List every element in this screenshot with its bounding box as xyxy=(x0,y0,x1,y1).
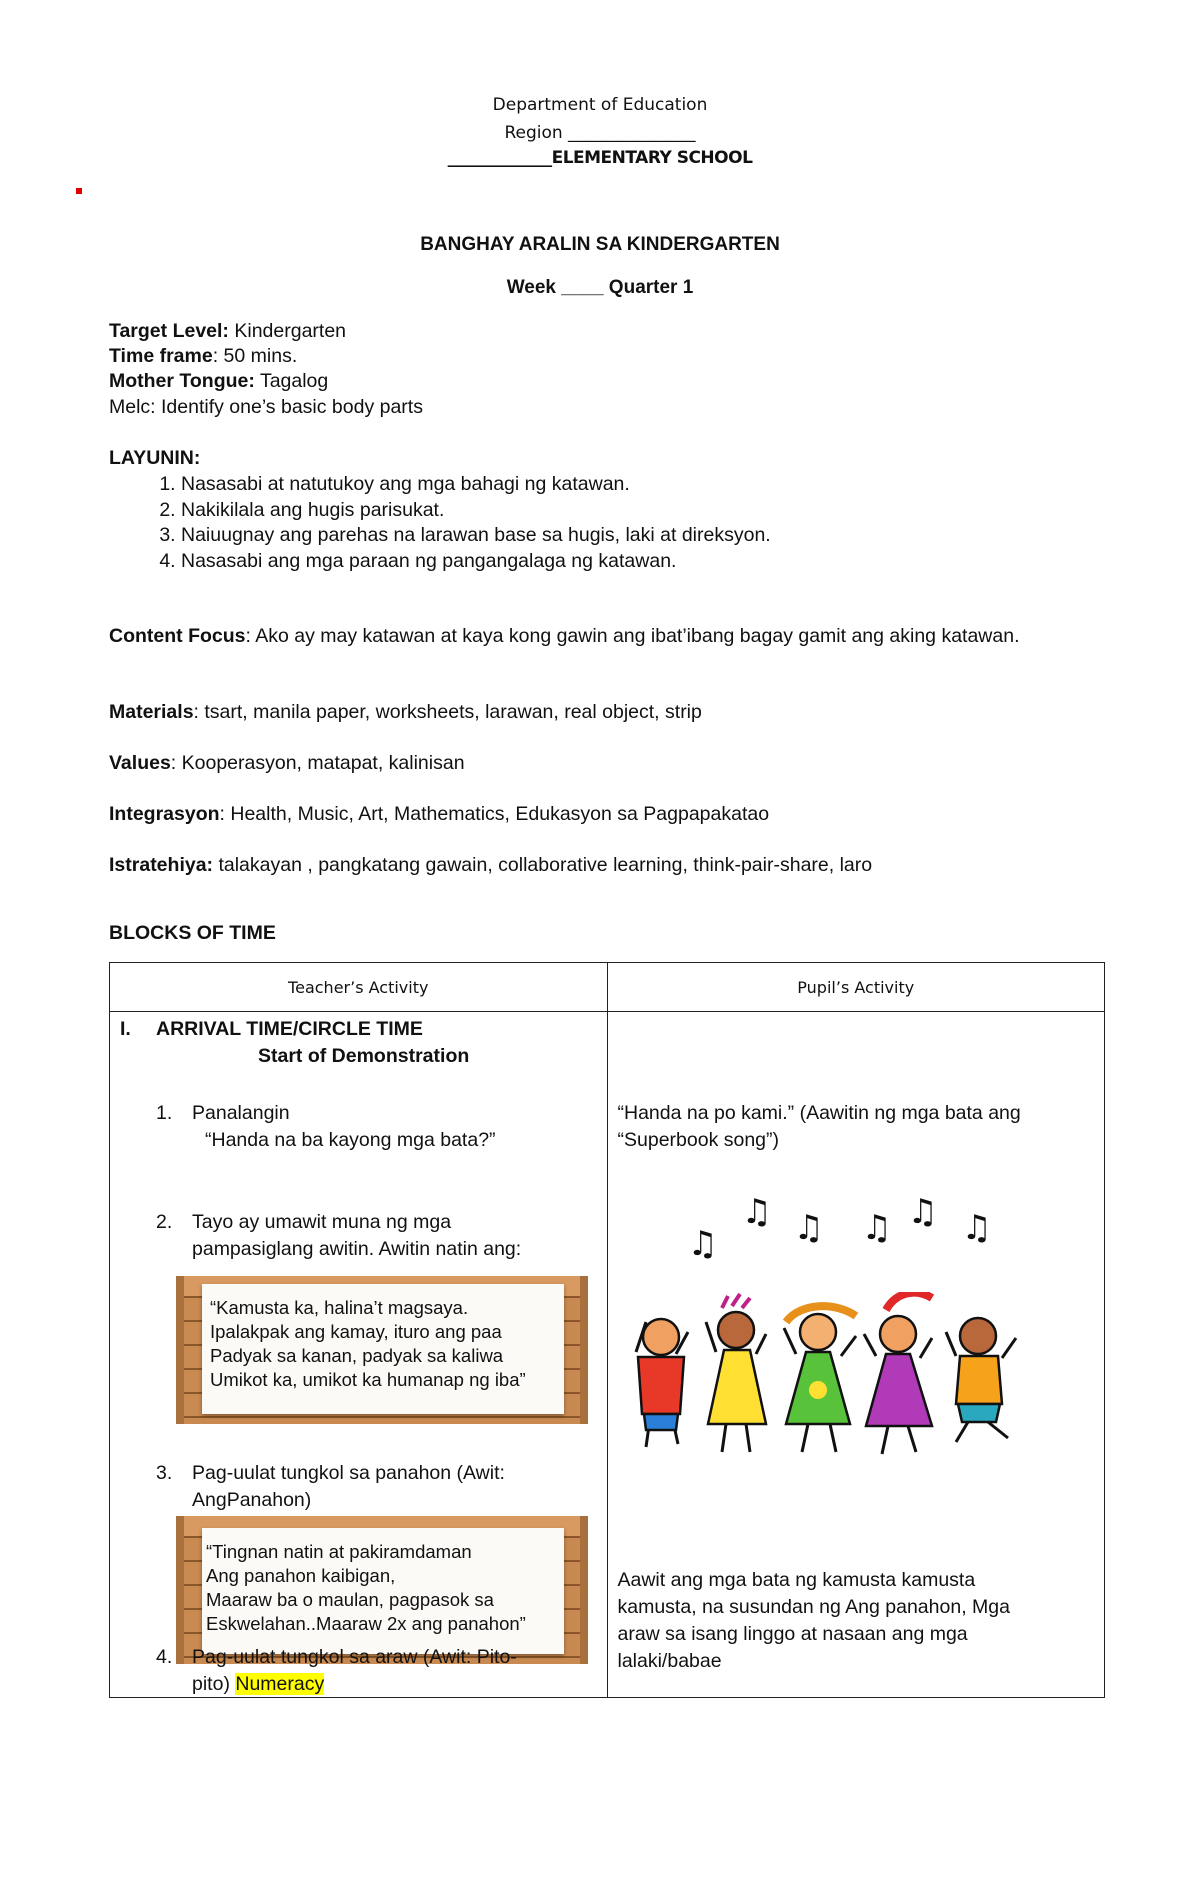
music-note-icon: ♫ xyxy=(961,1208,992,1248)
song-line: “Kamusta ka, halina’t magsaya. xyxy=(210,1297,469,1318)
pupil-response-line2: “Superbook song”) xyxy=(617,1129,780,1151)
section-subtitle: Start of Demonstration xyxy=(258,1045,470,1067)
weather-report-line1: Pag-uulat tungkol sa panahon (Awit: xyxy=(192,1462,505,1484)
values: Values: Kooperasyon, matapat, kalinisan xyxy=(109,752,465,774)
item-number: 2. xyxy=(156,1211,173,1233)
item-number: 1. xyxy=(156,1102,173,1124)
pupil-column-header: Pupil’s Activity xyxy=(607,963,1105,1012)
department-heading: Department of Education xyxy=(492,95,708,115)
music-note-icon: ♫ xyxy=(687,1224,718,1264)
week-quarter: Week ____ Quarter 1 xyxy=(506,277,694,298)
integrasyon: Integrasyon: Health, Music, Art, Mathematics, Edukasyon sa Pagpapakatao xyxy=(109,803,770,825)
music-note-icon: ♫ xyxy=(741,1192,772,1232)
music-note-icon: ♫ xyxy=(861,1208,892,1248)
melc: Melc: Identify one’s basic body parts xyxy=(109,396,423,418)
music-note-icon: ♫ xyxy=(907,1192,938,1232)
region-heading: Region _______________ xyxy=(504,123,696,143)
pupil-activity-line: lalaki/babae xyxy=(617,1650,722,1672)
weather-report-line2: AngPanahon) xyxy=(192,1489,312,1511)
objectives-list xyxy=(145,472,771,574)
song-line: “Tingnan natin at pakiramdaman xyxy=(206,1541,472,1562)
pupil-activity-line: araw sa isang linggo at nasaan ang mga xyxy=(617,1623,968,1645)
school-heading: _____________ELEMENTARY SCHOOL xyxy=(447,148,753,168)
pupil-activity-line: Aawit ang mga bata ng kamusta kamusta xyxy=(617,1569,976,1591)
song-line: Eskwelahan..Maaraw 2x ang panahon” xyxy=(206,1613,526,1634)
blocks-of-time-table xyxy=(109,962,1105,1698)
section-number: I. xyxy=(120,1018,131,1040)
prayer-quote: “Handa na ba kayong mga bata?” xyxy=(205,1129,496,1151)
song-line: Umikot ka, umikot ka humanap ng iba” xyxy=(210,1369,526,1390)
materials: Materials: tsart, manila paper, worksheets, larawan, real object, strip xyxy=(109,701,702,723)
pupil-response-line1: “Handa na po kami.” (Aawitin ng mga bata ang xyxy=(617,1102,1021,1124)
day-report-line1: Pag-uulat tungkol sa araw (Awit: Pito- xyxy=(192,1646,517,1668)
song-board-kamusta xyxy=(176,1276,588,1424)
pupil-activity-cell xyxy=(607,1012,1105,1698)
song-line: Padyak sa kanan, padyak sa kaliwa xyxy=(210,1345,504,1366)
song-board-panahon xyxy=(176,1516,588,1664)
content-focus: Content Focus: Ako ay may katawan at kaya kong gawin ang ibat’ibang bagay gamit ang aking katawan. xyxy=(109,625,1020,647)
objective-item: 4. Nasasabi ang mga paraan ng pangangalaga ng katawan. xyxy=(181,549,771,575)
teacher-activity-cell xyxy=(110,1012,608,1698)
music-note-icon: ♫ xyxy=(793,1208,824,1248)
song-line: Maaraw ba o maulan, pagpasok sa xyxy=(206,1589,494,1610)
song-intro-line2: pampasiglang awitin. Awitin natin ang: xyxy=(192,1238,522,1260)
prayer-title: Panalangin xyxy=(192,1102,290,1124)
page-title: BANGHAY ARALIN SA KINDERGARTEN xyxy=(420,234,780,255)
teacher-column-header: Teacher’s Activity xyxy=(110,963,608,1012)
song-line: Ipalakpak ang kamay, ituro ang paa xyxy=(210,1321,502,1342)
item-number: 3. xyxy=(156,1462,173,1484)
dancing-kids-illustration xyxy=(616,1292,1096,1462)
red-bullet-mark xyxy=(76,188,82,194)
objective-item: 1. Nasasabi at natutukoy ang mga bahagi ng katawan. xyxy=(181,472,771,498)
section-title: ARRIVAL TIME/CIRCLE TIME xyxy=(156,1018,423,1040)
istratehiya: Istratehiya: talakayan , pangkatang gawain, collaborative learning, think-pair-share, laro xyxy=(109,854,873,876)
numeracy-highlight: Numeracy xyxy=(235,1673,325,1695)
blocks-heading: BLOCKS OF TIME xyxy=(109,922,276,944)
mother-tongue: Mother Tongue: Tagalog xyxy=(109,370,329,392)
objective-item: 3. Naiuugnay ang parehas na larawan base sa hugis, laki at direksyon. xyxy=(181,523,771,549)
pupil-activity-line: kamusta, na susundan ng Ang panahon, Mga xyxy=(617,1596,1010,1618)
item-number: 4. xyxy=(156,1646,173,1668)
song-line: Ang panahon kaibigan, xyxy=(206,1565,396,1586)
song-intro-line1: Tayo ay umawit muna ng mga xyxy=(192,1211,452,1233)
layunin-heading: LAYUNIN: xyxy=(109,447,201,469)
objective-item: 2. Nakikilala ang hugis parisukat. xyxy=(181,498,771,524)
day-report-line2: pito) Numeracy xyxy=(192,1673,325,1695)
time-frame: Time frame: 50 mins. xyxy=(109,345,298,367)
target-level: Target Level: Kindergarten xyxy=(109,320,347,342)
